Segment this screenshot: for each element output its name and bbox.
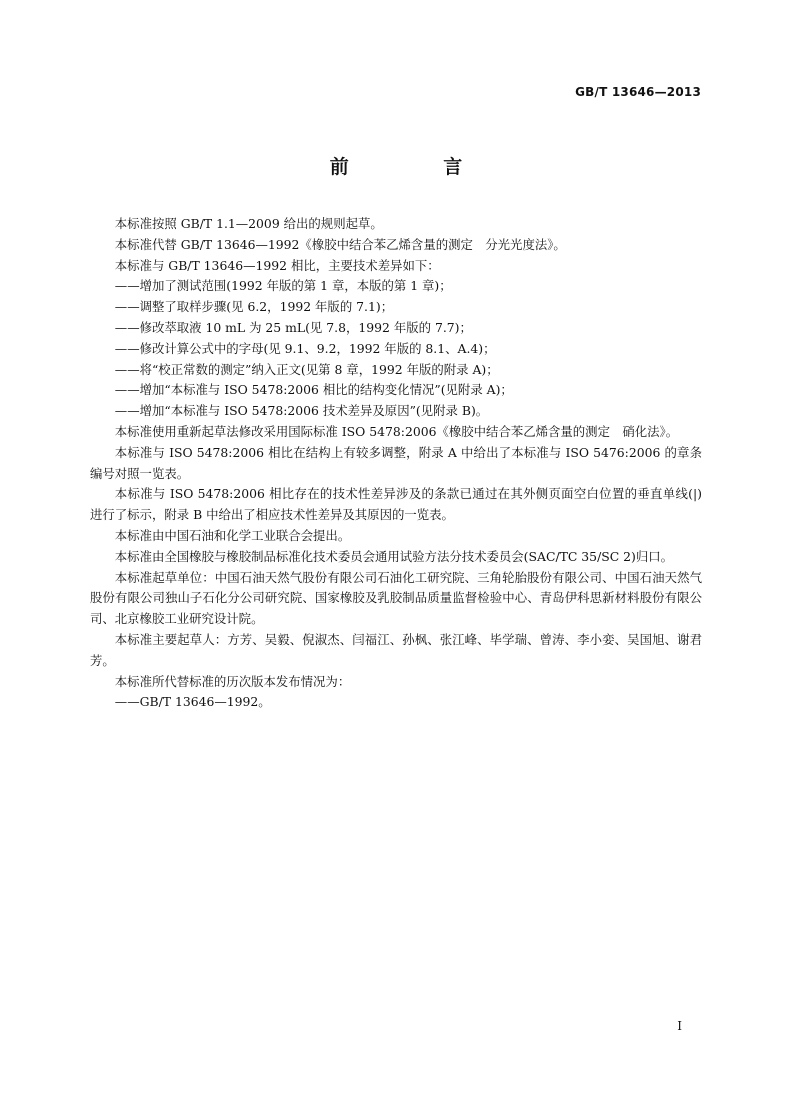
paragraph: 本标准与 GB/T 13646—1992 相比，主要技术差异如下： [114,257,440,273]
list-item: ——增加“本标准与 ISO 5478:2006 相比的结构变化情况”(见附录 A)； [114,382,513,398]
list-item: ——修改萃取液 10 mL 为 25 mL(见 7.8，1992 年版的 7.7)； [114,319,472,335]
list-item: ——将“校正常数的测定”纳入正文(见第 8 章，1992 年版的附录 A)； [114,361,499,377]
paragraph: 本标准按照 GB/T 1.1—2009 给出的规则起草。 [114,216,383,231]
paragraph: 本标准与 ISO 5478:2006 相比在结构上有较多调整，附录 A 中给出了本标准与 ISO 5476:2006 的章条编号对照一览表。 [90,444,702,481]
paragraph: 本标准起草单位：中国石油天然气股份有限公司石油化工研究院、三角轮胎股份有限公司、中国石油天然气股份有限公司独山子石化分公司研究院、国家橡胶及乳胶制品质量监督检验中心、青岛伊科思新材料股份有限公司、北京橡胶工业研究设计院。 [90,569,702,627]
document-body [90,214,702,713]
list-item: ——修改计算公式中的字母(见 9.1、9.2，1992 年版的 8.1、A.4)； [114,340,496,356]
paragraph: 本标准使用重新起草法修改采用国际标准 ISO 5478:2006《橡胶中结合苯乙烯含量的测定 硝化法》。 [114,423,679,439]
list-item: ——GB/T 13646—1992。 [114,694,271,710]
page-number: I [677,1019,682,1033]
paragraph: 本标准所代替标准的历次版本发布情况为： [114,673,351,689]
list-item: ——调整了取样步骤(见 6.2，1992 年版的 7.1)； [114,299,394,315]
paragraph: 本标准代替 GB/T 13646—1992《橡胶中结合苯乙烯含量的测定 分光光度法》。 [114,236,566,252]
paragraph: 本标准由中国石油和化学工业联合会提出。 [114,527,351,543]
paragraph: 本标准由全国橡胶与橡胶制品标准化技术委员会通用试验方法分技术委员会(SAC/TC 35/SC 2)归口。 [114,548,674,564]
list-item: ——增加了测试范围(1992 年版的第 1 章，本版的第 1 章)； [114,278,452,294]
list-item: ——增加“本标准与 ISO 5478:2006 技术差异及原因”(见附录 B)。 [114,403,489,419]
page-title: 前 言 [329,156,507,178]
standard-code: GB/T 13646—2013 [575,85,701,99]
paragraph: 本标准主要起草人：方芳、吴毅、倪淑杰、闫福江、孙枫、张江峰、毕学瑞、曾涛、李小娈、吴国旭、谢君芳。 [90,631,702,668]
paragraph: 本标准与 ISO 5478:2006 相比存在的技术性差异涉及的条款已通过在其外侧页面空白位置的垂直单线(|)进行了标示，附录 B 中给出了相应技术性差异及其原因的一览表。 [90,486,702,523]
